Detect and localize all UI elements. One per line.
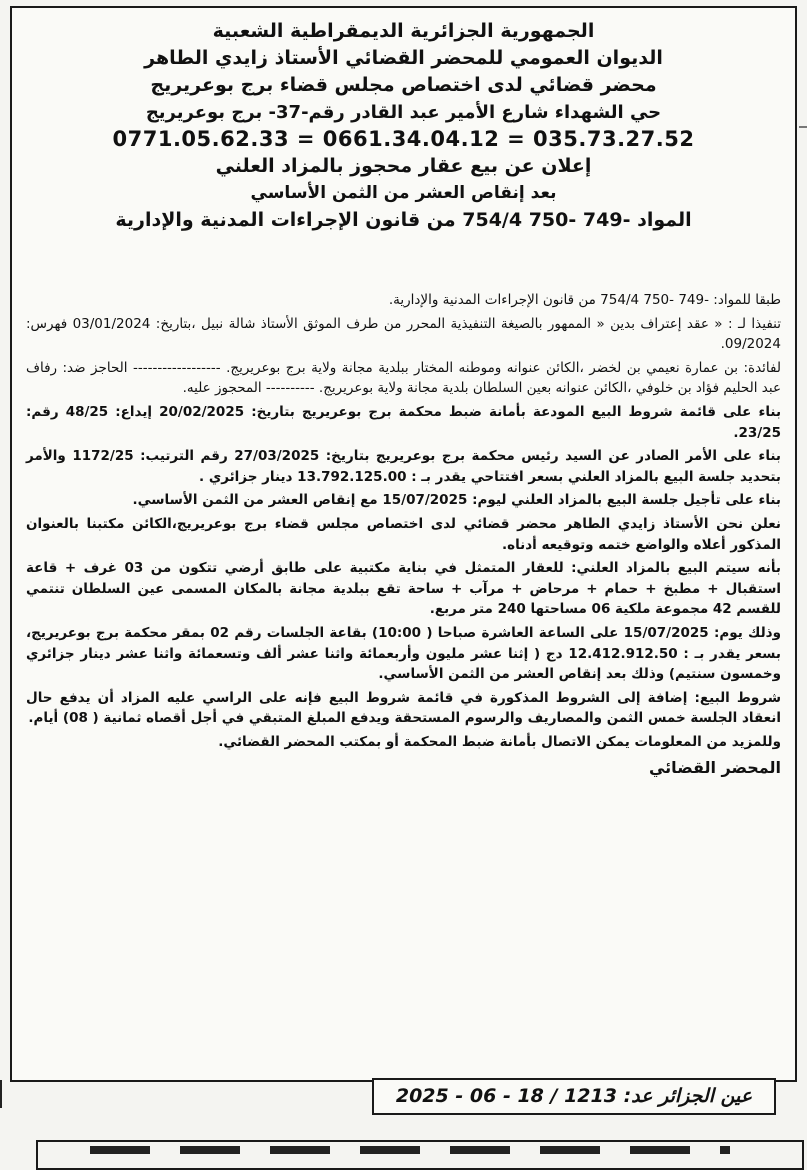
address-line: حي الشهداء شارع الأمير عبد القادر رقم-37- برج بوعريريج bbox=[145, 102, 662, 123]
office-line: الديوان العمومي للمحضر القضائي الأستاذ زايدي الطاهر bbox=[144, 47, 663, 69]
phone-numbers: 0771.05.62.33 = 0661.34.04.12 = 035.73.27.52 bbox=[112, 127, 695, 151]
announcement-header bbox=[12, 18, 795, 234]
legal-articles: المواد -749 -750 754/4 من قانون الإجراءات المدنية والإدارية bbox=[115, 209, 692, 231]
court-line: محضر قضائي لدى اختصاص مجلس قضاء برج بوعريريج bbox=[150, 74, 657, 96]
court-order-paragraph: بناء على الأمر الصادر عن السيد رئيس محكمة برج بوعريريج بتاريخ: 27/03/2025 رقم الترتيب: 1172/25 والأمر بتحديد جلسة البيع بالمزاد العلني بسعر افتتاحي يقدر بـ : 13.792.125.00 دينار جزائري . bbox=[26, 448, 781, 485]
property-description-paragraph: بأنه سيتم البيع بالمزاد العلني: للعقار المتمثل في بناية مكتبية على طابق أرضي تتكون من 03 غرف + قاعة استقبال + مطبخ + حمام + مرحاض + مرآب + ساحة تقع ببلدية مجانة بالمكان المسمى عين السلطان تنتمي للقسم 42 مجموعة ملكية 06 مساحتها 240 متر مربع. bbox=[26, 560, 781, 618]
column-rule bbox=[0, 1080, 2, 1108]
republic-line: الجمهورية الجزائرية الديمقراطية الشعبية bbox=[212, 20, 595, 42]
scan-mark bbox=[799, 126, 807, 128]
bailiff-declaration-paragraph: نعلن نحن الأستاذ زايدي الطاهر محضر قضائي لدى اختصاص مجلس قضاء برج بوعريريج،الكائن مكتبنا بالعنوان المذكور أعلاه والواضع ختمه وتوقيعه أدناه. bbox=[26, 515, 781, 553]
next-announcement-heading-fragment bbox=[90, 1146, 730, 1154]
publication-stamp: عين الجزائر عد: 1213 / 18 - 06 - 2025 bbox=[372, 1078, 776, 1115]
next-announcement-frame bbox=[36, 1140, 804, 1170]
announcement-subtitle: بعد إنقاص العشر من الثمن الأساسي bbox=[250, 183, 557, 203]
legal-basis-paragraph: طبقا للمواد: -749 -750 754/4 من قانون الإجراءات المدنية والإدارية. bbox=[388, 292, 781, 308]
parties-paragraph: لفائدة: بن عمارة نعيمي بن لخضر ،الكائن عنوانه وموطنه المختار ببلدية مجانة ولاية برج بوعريريج. ------------------ الحاجز ضد: رفاف عبد الحليم فؤاد بن خلوفي ،الكائن عنوانه بعين السلطان بلدية مجانة ولاية بوعريريج. ---------- المحجوز عليه. bbox=[26, 359, 781, 397]
sale-conditions-paragraph: شروط البيع: إضافة إلى الشروط المذكورة في قائمة شروط البيع فإنه على الراسي عليه المزاد أن يدفع حال انعقاد الجلسة خمس الثمن والمصاريف والرسوم المستحقة ويدفع المبلغ المتبقي في أجل أقصاه ثمانية ( 08) أيام. bbox=[26, 689, 781, 727]
postponement-paragraph: بناء على تأجيل جلسة البيع بالمزاد العلني ليوم: 15/07/2025 مع إنقاص العشر من الثمن الأساسي. bbox=[132, 492, 781, 509]
announcement-body bbox=[26, 290, 781, 779]
announcement-title: إعلان عن بيع عقار محجوز بالمزاد العلني bbox=[215, 155, 592, 177]
contact-paragraph: وللمزيد من المعلومات يمكن الاتصال بأمانة ضبط المحكمة أو بمكتب المحضر القضائي. bbox=[218, 733, 781, 750]
execution-paragraph: تنفيذا لـ : « عقد إعتراف بدين « الممهور بالصيغة التنفيذية المحرر من طرف الموثق الأستاذ شالة نبيل ،بتاريخ: 03/01/2024 فهرس: 09/2024. bbox=[26, 315, 781, 353]
auction-date-paragraph: وذلك يوم: 15/07/2025 على الساعة العاشرة صباحا ( 10:00) بقاعة الجلسات رقم 02 بمقر محكمة برج بوعريريج، بسعر يقدر بـ : 12.412.912.50 دج ( إثنا عشر مليون وأربعمائة واثنا عشر ألف وتسعمائة واثنا عشر دينار جزائري وخمسون سنتيم) وذلك بعد إنقاص العشر من الثمن الأساسي. bbox=[26, 624, 782, 683]
signature: المحضر القضائي bbox=[648, 758, 781, 778]
announcement-frame bbox=[10, 6, 797, 1082]
conditions-deposit-paragraph: بناء على قائمة شروط البيع المودعة بأمانة ضبط محكمة برج بوعريريج بتاريخ: 20/02/2025 إيداع: 48/25 رقم: 23/25. bbox=[26, 403, 782, 441]
